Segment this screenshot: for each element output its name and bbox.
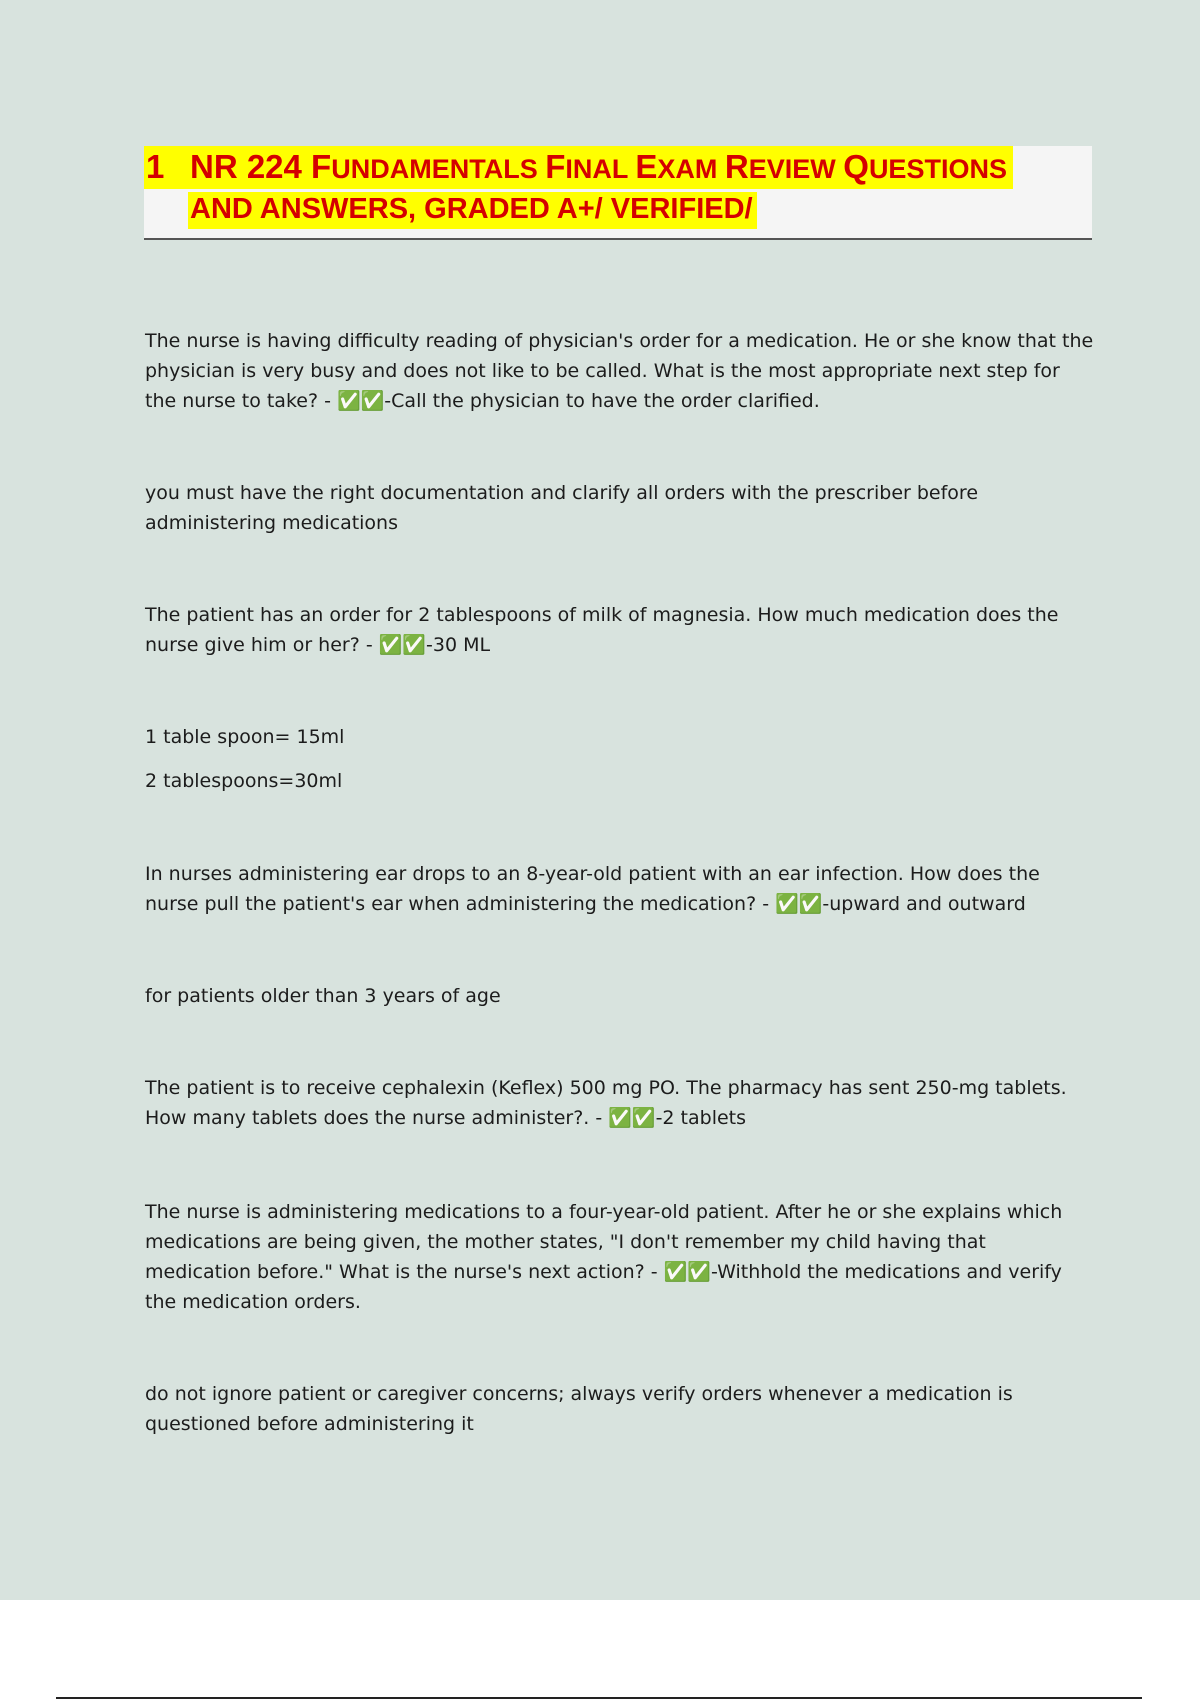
rationale-paragraph: you must have the right documentation and clarify all orders with the prescriber before administering medications (145, 482, 979, 534)
heading-line-1 (144, 146, 1013, 189)
heading-part: NR 224 F (190, 148, 332, 185)
question-paragraph: The patient has an order for 2 tablespoons of milk of magnesia. How much medication does the nurse give him or her? - ✅✅-30 ML (145, 604, 1059, 656)
heading-part: E (635, 148, 658, 185)
question-paragraph: In nurses administering ear drops to an 8-year-old patient with an ear infection. How does the nurse pull the patient's ear when administering the medication? - ✅✅-upward and outward (145, 863, 1040, 915)
heading-block (144, 146, 1092, 240)
question-paragraph: The nurse is having difficulty reading of physician's order for a medication. He or she know that the physician is very busy and does not like to be called. What is the most appropriate next step for the nurse to take? - ✅✅-Call the physician to have the order clarified. (145, 330, 1094, 412)
heading-part: UESTIONS (868, 154, 1007, 184)
heading-number: 1 (146, 148, 165, 185)
heading-part: INAL (565, 154, 636, 184)
footer-rule (56, 1697, 1142, 1699)
question-paragraph: The patient is to receive cephalexin (Keflex) 500 mg PO. The pharmacy has sent 250-mg tablets. How many tablets does the nurse administer?. - ✅✅-2 tablets (145, 1077, 1067, 1129)
rationale-paragraph: for patients older than 3 years of age (145, 985, 501, 1007)
heading-part: EVIEW (748, 154, 844, 184)
question-paragraph: The nurse is administering medications to a four-year-old patient. After he or she explains which medications are being given, the mother states, "I don't remember my child having that medication before." What is the nurse's next action? - ✅✅-Withhold the medications and verify the medication orders. (145, 1201, 1063, 1313)
rationale-paragraph: 2 tablespoons=30ml (145, 770, 343, 792)
heading-part: Q (843, 148, 869, 185)
heading-line-2: AND ANSWERS, GRADED A+/ VERIFIED/ (188, 192, 757, 229)
rationale-paragraph: 1 table spoon= 15ml (145, 726, 345, 748)
rationale-paragraph: do not ignore patient or caregiver concerns; always verify orders whenever a medication is questioned before administering it (145, 1383, 1013, 1435)
heading-part: XAM (657, 154, 725, 184)
heading-part: UNDAMENTALS (331, 154, 546, 184)
heading-part: F (545, 148, 566, 185)
heading-part: R (724, 148, 749, 185)
